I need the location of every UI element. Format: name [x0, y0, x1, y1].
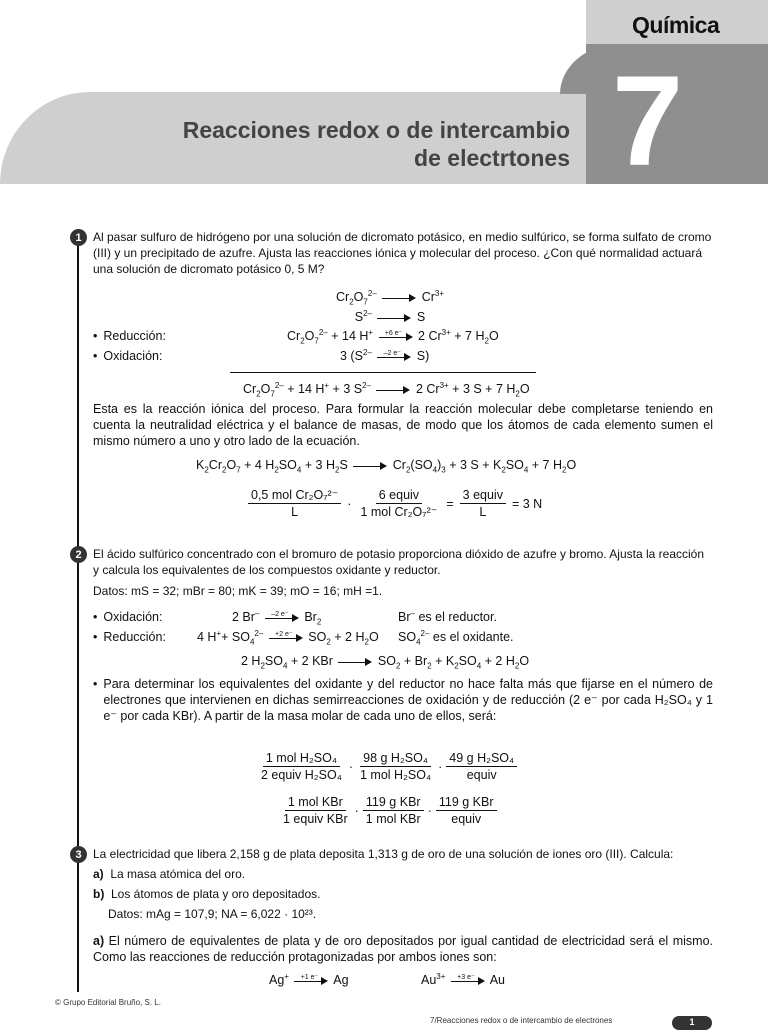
denominator: 1 mol KBr [365, 812, 421, 826]
eq-cr-half: $Cr_2O_7^{2-}$ $Cr^{3+}$ [335, 288, 445, 307]
oxidante-text: es el oxidante. [432, 630, 514, 644]
question-2-text: El ácido sulfúrico concentrado con el bromuro de potasio proporciona dióxido de azufre y bromo. Ajusta la reacción y calcula los equivalentes de los compuestos oxidante y reductor. [93, 547, 705, 577]
fraction [446, 750, 517, 783]
eq-reduction-2: 4 $H^++ SO_4^{2-}$ +2 e⁻ $SO_2 + 2$ $H_2O$ [197, 629, 379, 645]
fraction [363, 794, 424, 827]
question-number-3: 3 [70, 846, 87, 863]
fraction [460, 487, 506, 520]
denominator: 1 equiv KBr [283, 812, 348, 826]
arrow-label: +1 e⁻ [300, 973, 319, 981]
eq-molecular: $K_2Cr_2O_7 + 4$ $H_2SO_4 + 3$ $H_2S$ $Cr_2(SO_4)_3 + 3$ $S + K_2SO_4 + 7$ $H_2O$ [196, 458, 577, 475]
fraction [248, 487, 341, 520]
q2-paragraph-text: • Para determinar los equivalentes del oxidante y del reductor no hace falta más que fijarse en el número de electrones que intervienen en dichas semirreacciones de oxidación y de reducción (2 e⁻ por cada H₂SO₄ y 1 e⁻ por cada KBr). A partir de la masa molar de cada uno de ellos, será: [103, 677, 713, 723]
fraction [357, 487, 440, 520]
eq-oxidation-1: 3 ($S^{2-}$ –2 e⁻ S) [340, 348, 429, 364]
answer-a-text: El número de equivalentes de plata y de oro depositados por igual cantidad de electricidad será el mismo. Como las reacciones de reducción protagonizadas por ambos iones son: [93, 934, 713, 964]
arrow-label: +2 e⁻ [275, 630, 293, 638]
fraction [436, 794, 497, 827]
reduction-label-1: • Reducción: [93, 328, 166, 344]
oxidation-label-1: • Oxidación: [93, 348, 162, 364]
reduction-label-2: • Reducción: [93, 629, 166, 645]
denominator: L [291, 505, 299, 519]
oxidante-note: $SO_4^{2-}$ es el oxidante. [398, 628, 514, 647]
equiv-calc-kbr: $\frac{\text{1 mol KBr}}{\text{1 equiv KBr}}$ · $\frac{\text{119 g KBr}}{\text{1 mol KBr}}$ · $\frac{\text{119 g KBr}}{\text{equiv}}$ [280, 794, 497, 827]
q3-part-b [93, 886, 320, 902]
eq-au: $Au^{3+}$ +3 e⁻ Au [421, 972, 505, 988]
reductor-note: Br– es el reductor. [398, 608, 497, 624]
numerator: 119 g KBr [363, 794, 424, 811]
q2-datos: Datos: mS = 32; mBr = 80; mK = 39; mO = 16; mH =1. [93, 584, 383, 598]
numerator: 1 mol H₂SO₄ [263, 750, 340, 767]
eq-ionic: $Cr_2O_7^{2-} + 14$ H+ + 3 $S^{2-}$ 2 $Cr^{3+} + 3$ S + 7 $H_2O$ [243, 380, 530, 399]
answer-a-label: a) [93, 934, 105, 948]
denominator: 2 equiv H₂SO₄ [261, 768, 342, 782]
title-line-2: de electrtones [414, 145, 570, 171]
fraction [357, 750, 434, 783]
part-b-text: Los átomos de plata y oro depositados. [111, 887, 321, 901]
denominator: 1 mol H₂SO₄ [360, 768, 432, 782]
footer-running-title: 7/Reacciones redox o de intercambio de electrones [430, 1016, 613, 1025]
fraction [280, 794, 351, 827]
arrow-label: +6 e⁻ [384, 329, 403, 337]
fraction [258, 750, 345, 783]
reductor-text: es el reductor. [418, 610, 497, 624]
title-line-1: Reacciones redox o de intercambio [182, 117, 570, 143]
numerator: 119 g KBr [436, 794, 497, 811]
page-number: 1 [672, 1016, 712, 1030]
numerator: 0,5 mol Cr₂O₇²⁻ [248, 487, 341, 504]
normality-result: = 3 N [511, 496, 543, 511]
question-number-1: 1 [70, 229, 87, 246]
left-rule [77, 232, 79, 992]
subject-label: Química [632, 12, 720, 38]
eq-ag: Ag+ +1 e⁻ Ag [269, 972, 349, 988]
denominator: 1 mol Cr₂O₇²⁻ [360, 505, 438, 519]
denominator: L [479, 505, 487, 519]
numerator: 49 g H₂SO₄ [446, 750, 517, 767]
eq-oxidation-2: 2 Br– –2 e⁻ $Br_2$ [232, 609, 321, 625]
q1-paragraph: Esta es la reacción iónica del proceso. Para formular la reacción molecular debe completarse teniendo en cuenta la neutralidad eléctrica y el balance de masas, de modo que los átomos de cada elemento sumen el mismo número a uno y otro lado de la ecuación. [93, 402, 713, 448]
page-title [148, 116, 570, 172]
arrow-label: +3 e⁻ [457, 973, 475, 981]
oxidation-label-2: • Oxidación: [93, 609, 162, 625]
q2-paragraph [93, 676, 713, 724]
arrow-label: –2 e⁻ [271, 610, 289, 618]
part-a-label: a) [93, 867, 104, 881]
question-number-2: 2 [70, 546, 87, 563]
eq-reduction-1: $Cr_2O_7^{2-} + 14$ H+ +6 e⁻ 2 $Cr^{3+} + 7$ $H_2O$ [287, 328, 499, 344]
q3-answer-a [93, 933, 713, 965]
part-a-text: La masa atómica del oro. [110, 867, 246, 881]
question-3-text: La electricidad que libera 2,158 g de plata deposita 1,313 g de oro de una solución de iones oro (III). Calcula: [93, 847, 674, 861]
numerator: 98 g H₂SO₄ [360, 750, 431, 767]
eq-molecular-2: 2 $H_2SO_4 + 2$ KBr $SO_2 + Br_2 + K_2SO_4 + 2$ $H_2O$ [241, 654, 530, 671]
denominator: equiv [451, 812, 482, 826]
numerator: 6 equiv [376, 487, 422, 504]
part-b-label: b) [93, 887, 105, 901]
normality-calc: $\frac{\text{0,5 mol Cr₂O₇²⁻}}{L}$ · $\frac{\text{6 equiv}}{\text{1 mol Cr₂O₇²⁻}}$ = $\frac{\text{3 equiv}}{L}$ = 3 N [248, 487, 542, 520]
footer-publisher: © Grupo Editorial Bruño, S. L. [55, 998, 161, 1007]
q3-datos: Datos: mAg = 107,9; NA = 6,022 · 10²³. [108, 907, 317, 921]
numerator: 1 mol KBr [285, 794, 346, 811]
question-1-text: Al pasar sulfuro de hidrógeno por una solución de dicromato potásico, en medio sulfúrico, se forma sulfato de cromo (III) y un precipitado de azufre. Ajusta las reacciones iónica y molecular del proceso. ¿Con qué normalidad actuará una solución de dicromato potásico 0, 5 M? [93, 230, 712, 276]
sum-rule [230, 372, 536, 373]
q3-part-a [93, 866, 245, 882]
numerator: 3 equiv [460, 487, 506, 504]
chapter-number: 7 [612, 50, 684, 193]
arrow-label: –2 e⁻ [383, 349, 401, 357]
equiv-calc-h2so4: $\frac{\text{1 mol H₂SO₄}}{\text{2 equiv H₂SO₄}}$ · $\frac{\text{98 g H₂SO₄}}{\text{1 mol H₂SO₄}}$ · $\frac{\text{49 g H₂SO₄}}{\text{equiv}}$ [258, 750, 517, 783]
denominator: equiv [466, 768, 497, 782]
eq-s-half: $S^{2-}$ S [354, 308, 426, 324]
